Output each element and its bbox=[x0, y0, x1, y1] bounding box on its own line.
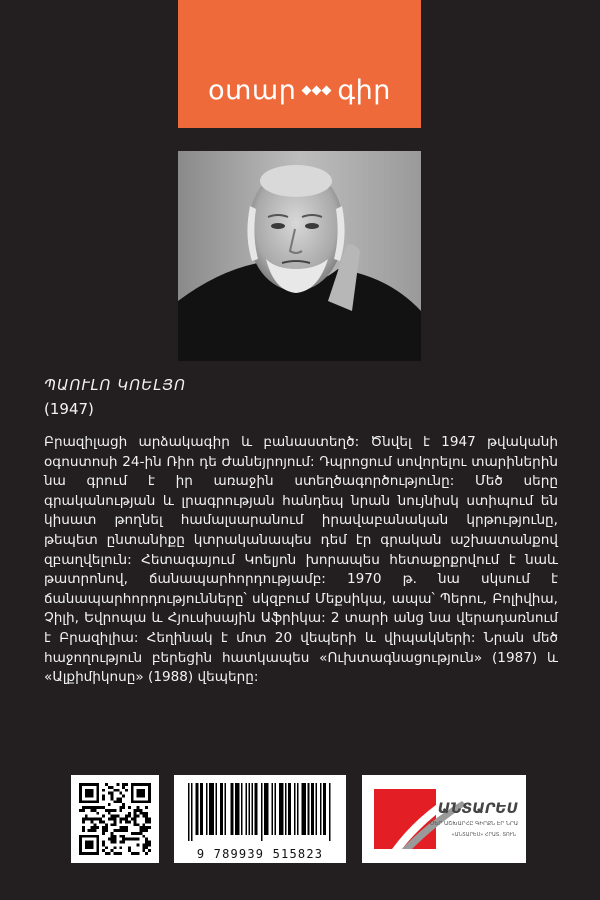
diamond-ornament-icon bbox=[302, 87, 331, 94]
publisher-tagline: ՄԵՐ ԱՇԽԱՐՀԸ ԳԻՐՔՆ ԷՐ ՆՐԱ bbox=[430, 821, 518, 827]
publisher-emblem-icon bbox=[362, 775, 526, 863]
publisher-logo bbox=[362, 775, 526, 863]
author-name: ՊԱՈՒԼՈ ԿՈԵԼՅՈ bbox=[44, 376, 187, 394]
publisher-name: ԱՆՏԱՐԵՍ bbox=[437, 801, 518, 817]
portrait-image bbox=[178, 151, 421, 361]
series-wordmark bbox=[208, 75, 391, 106]
qr-code[interactable] bbox=[71, 775, 159, 863]
publisher-subtitle: «ԱՆՏԱՐԵՍ» ՀՐԱՏ. ՏՈՒՆ bbox=[451, 832, 516, 838]
author-biography: Բրազիլացի արձակագիր և բանաստեղծ: Ծնվել է 1947 թվականի օգոստոսի 24-ին Ռիո դե Ժանեյրոյում: Դպրոցում սովորելու տարիներին նա գրում է իր առաջին ստեղծագործությունը: Մեծ սերը գրականության և լրագրության հանդեպ նրան նույնիսկ ստիպում են կիսատ թողնել համալսարանում իրավաբանական կրթությունը, թեպետ ընտանիքը կտրականապես դեմ էր գրական աշխատանքով զբաղվելուն: Հետագայում Կոելյոն խորապես հետաքրքրվում է նաև թատրոնով, ճանապարհորդությամբ: 1970 թ. նա սկսում է ճանապարհորդությունները՝ սկզբում Մեքսիկա, ապա՝ Պերու, Բոլիվիա, Չիլի, Եվրոպա և Հյուսիսային Աֆրիկա: 2 տարի անց նա վերադառնում է Բրազիլիա: Հեղինակ է մոտ 20 վեպերի և վիպակների: Նրան մեծ հաջողություն բերեցին հատկապես «Ուխտագնացություն» (1987) և «Ալքիմիկոսը» (1988) վեպերը: bbox=[44, 434, 558, 686]
author-years: (1947) bbox=[44, 400, 94, 418]
barcode-icon bbox=[188, 783, 332, 841]
author-portrait bbox=[178, 151, 421, 361]
series-right-word: գիր bbox=[337, 75, 391, 106]
series-banner bbox=[178, 0, 421, 128]
isbn-number: 9 789939 515823 bbox=[196, 847, 324, 861]
isbn-barcode bbox=[174, 775, 346, 863]
series-left-word: օտար bbox=[208, 75, 297, 106]
qr-code-icon bbox=[79, 783, 151, 855]
